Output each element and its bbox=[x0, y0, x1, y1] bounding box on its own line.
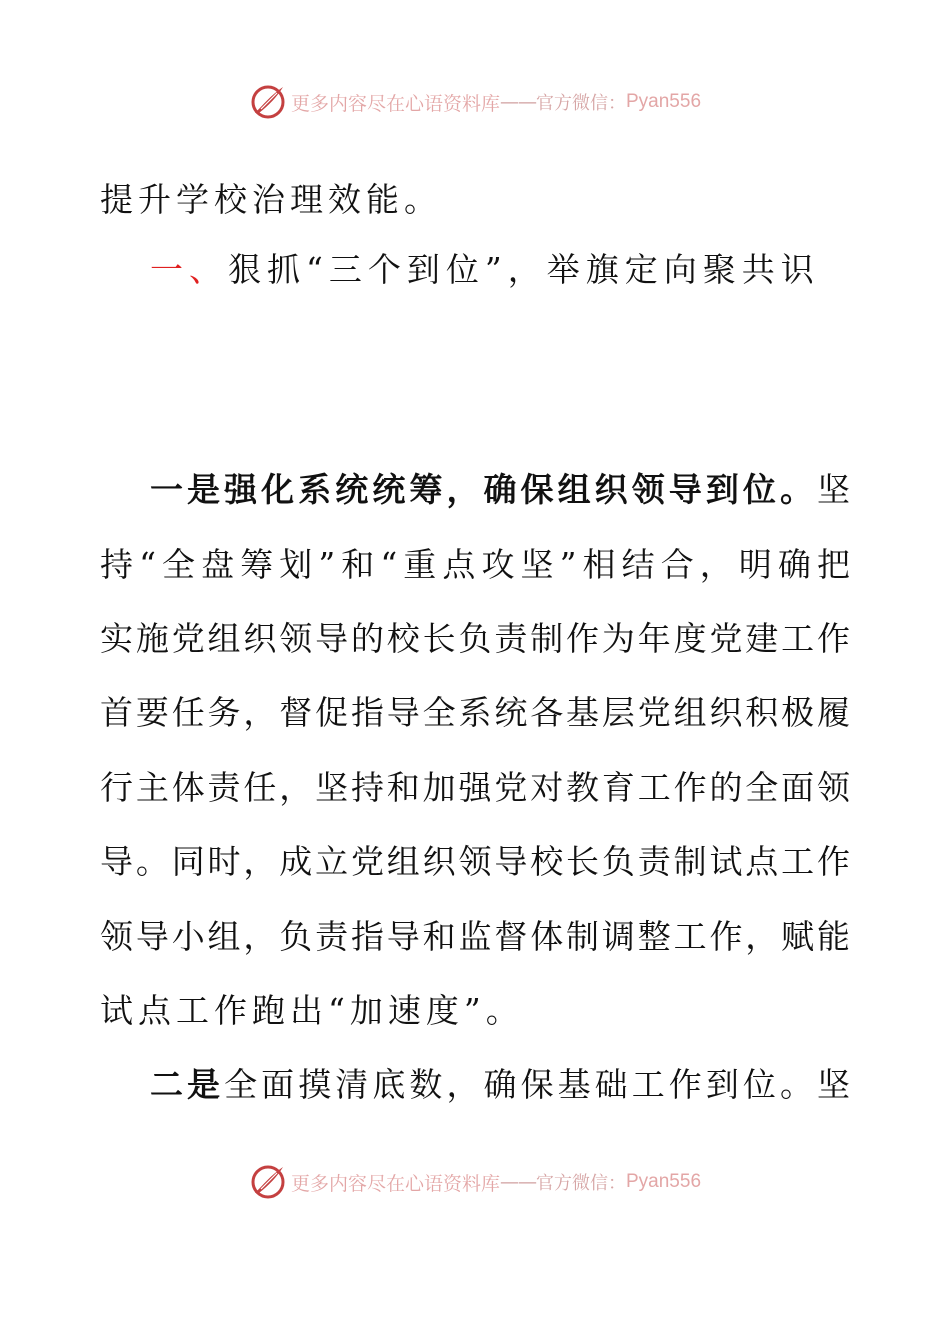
section-heading bbox=[150, 250, 820, 290]
watermark-separator: —— bbox=[500, 91, 536, 113]
watermark-id: Pyan556 bbox=[626, 91, 702, 112]
text-line: 试点工作跑出“加速度”。 bbox=[100, 991, 524, 1030]
paragraph-lead-rest: 全面摸清底数，确保基础工作到位。坚 bbox=[224, 1065, 851, 1104]
text-line: 领导小组，负责指导和监督体制调整工作，赋能 bbox=[100, 917, 850, 956]
text-line: 提升学校治理效能。 bbox=[100, 180, 442, 219]
footer-watermark bbox=[0, 1162, 950, 1202]
paragraph-lead-bold: 二是 bbox=[150, 1065, 225, 1104]
feather-pen-logo-icon bbox=[249, 1163, 287, 1201]
text-line: 行主体责任，坚持和加强党对教育工作的全面领 bbox=[100, 768, 850, 807]
text-line: 首要任务，督促指导全系统各基层党组织积极履 bbox=[100, 693, 850, 732]
watermark-label: 官方微信： bbox=[536, 1173, 626, 1194]
text-line: 导。同时，成立党组织领导校长负责制试点工作 bbox=[100, 842, 850, 881]
feather-pen-logo-icon bbox=[249, 83, 287, 121]
watermark-id: Pyan556 bbox=[626, 1171, 702, 1192]
heading-number: 一、 bbox=[150, 250, 228, 289]
text-line: 实施党组织领导的校长负责制作为年度党建工作 bbox=[100, 619, 850, 658]
paragraph-lead-rest: 坚 bbox=[817, 470, 850, 509]
watermark-text: 更多内容尽在心语资料库 bbox=[290, 1172, 500, 1195]
watermark-separator: —— bbox=[500, 1171, 536, 1193]
text-line: 持“全盘筹划”和“重点攻坚”相结合，明确把 bbox=[100, 545, 850, 584]
watermark-label: 官方微信： bbox=[536, 93, 626, 114]
paragraph-first-line bbox=[100, 1065, 850, 1105]
paragraph-lead-bold: 一是强化系统统筹，确保组织领导到位。 bbox=[150, 470, 817, 509]
paragraph-first-line bbox=[100, 470, 850, 510]
heading-text: 狠抓“三个到位”，举旗定向聚共识 bbox=[228, 250, 820, 289]
header-watermark bbox=[0, 82, 950, 122]
watermark-text: 更多内容尽在心语资料库 bbox=[290, 92, 500, 115]
